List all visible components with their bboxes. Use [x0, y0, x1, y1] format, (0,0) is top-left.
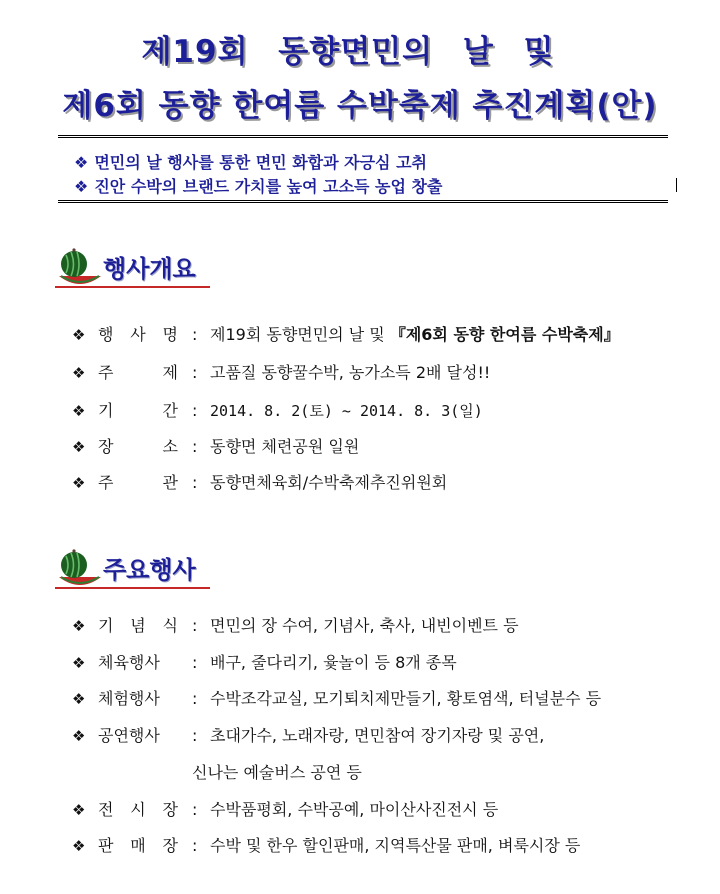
diamond-bullet-icon: ❖ — [72, 438, 86, 456]
diamond-bullet-icon: ❖ — [72, 654, 86, 672]
watermelon-icon — [57, 547, 103, 587]
diamond-bullet-icon: ❖ — [72, 402, 86, 420]
event-row: ❖ 기 념 식 : 면민의 장 수여, 기념사, 축사, 내빈이벤트 등 — [72, 613, 519, 636]
overview-row: ❖ 주 제 : 고품질 동향꿀수박, 농가소득 2배 달성!! — [72, 360, 490, 383]
row-key: 주 제 — [98, 363, 178, 382]
section-heading-label: 주요행사 — [103, 556, 196, 584]
row-key: 공연행사 — [98, 726, 160, 745]
row-key: 판 매 장 — [98, 836, 178, 855]
diamond-bullet-icon: ❖ — [72, 837, 86, 855]
row-key: 주 관 — [98, 473, 178, 492]
event-row: ❖ 체육행사 : 배구, 줄다리기, 윷놀이 등 8개 종목 — [72, 650, 457, 673]
event-row-continuation: 신나는 예술버스 공연 등 — [192, 763, 362, 782]
diamond-bullet-icon: ❖ — [72, 801, 86, 819]
diamond-bullet-icon: ❖ — [72, 617, 86, 635]
purpose-item: ❖ 면민의 날 행사를 통한 면민 화합과 자긍심 고취 — [74, 153, 428, 172]
row-key: 행 사 명 — [98, 325, 178, 344]
event-row: ❖ 공연행사 : 초대가수, 노래자랑, 면민참여 장기자랑 및 공연, — [72, 723, 544, 746]
diamond-bullet-icon: ❖ — [72, 474, 86, 492]
diamond-bullet-icon: ❖ — [74, 177, 89, 196]
document-title-line2: 제6회 동향 한여름 수박축제 추진계획(안) — [62, 88, 658, 124]
row-key: 전 시 장 — [98, 800, 178, 819]
document-title-line1: 제19회 동향면민의 날 및 — [141, 34, 555, 70]
row-key: 체육행사 — [98, 653, 160, 672]
diamond-bullet-icon: ❖ — [74, 153, 89, 172]
watermelon-icon — [57, 246, 103, 286]
event-row: ❖ 체험행사 : 수박조각교실, 모기퇴치제만들기, 황토염색, 터널분수 등 — [72, 686, 601, 709]
row-key: 장 소 — [98, 437, 178, 456]
overview-row: ❖ 기 간 : 2014. 8. 2(토) ~ 2014. 8. 3(일) — [72, 398, 483, 421]
overview-row: ❖ 주 관 : 동향면체육회/수박축제추진위원회 — [72, 470, 447, 493]
purpose-box — [58, 135, 668, 203]
diamond-bullet-icon: ❖ — [72, 690, 86, 708]
row-key: 기 념 식 — [98, 616, 178, 635]
row-key: 체험행사 — [98, 689, 160, 708]
event-row: ❖ 전 시 장 : 수박품평회, 수박공예, 마이산사진전시 등 — [72, 797, 498, 820]
diamond-bullet-icon: ❖ — [72, 364, 86, 382]
overview-row: ❖ 장 소 : 동향면 체련공원 일원 — [72, 434, 359, 457]
event-row: ❖ 판 매 장 : 수박 및 한우 할인판매, 지역특산물 판매, 벼룩시장 등 — [72, 833, 580, 856]
purpose-item: ❖ 진안 수박의 브랜드 가치를 높여 고소득 농업 창출 — [74, 177, 443, 196]
diamond-bullet-icon: ❖ — [72, 326, 86, 344]
section-heading-main-events — [55, 545, 210, 589]
row-key: 기 간 — [98, 401, 178, 420]
section-heading-overview — [55, 244, 210, 288]
overview-row: ❖ 행 사 명 : 제19회 동향면민의 날 및 『제6회 동향 한여름 수박축제』 — [72, 322, 620, 345]
text-cursor — [676, 178, 677, 192]
diamond-bullet-icon: ❖ — [72, 727, 86, 745]
section-heading-label: 행사개요 — [103, 255, 196, 283]
